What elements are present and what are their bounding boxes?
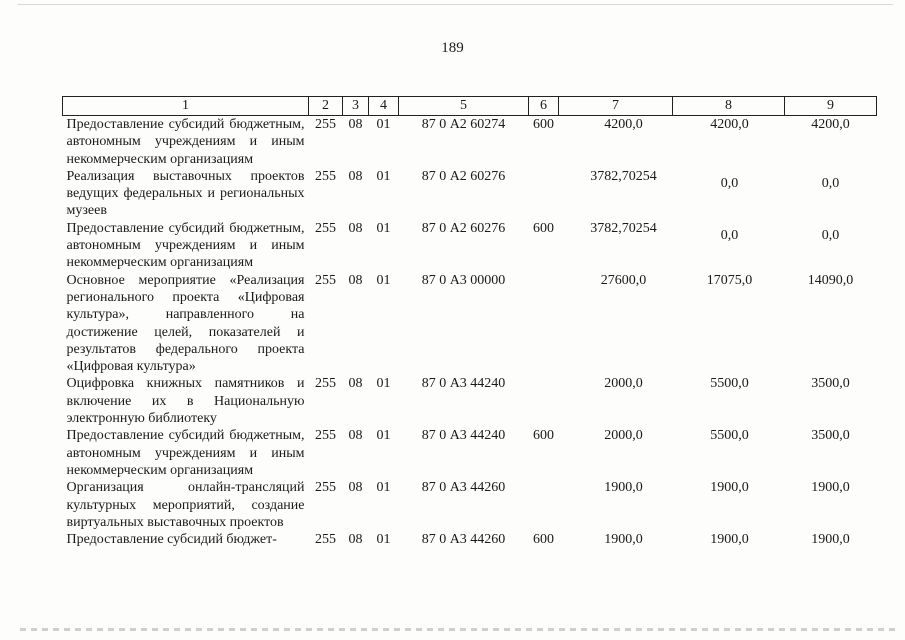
cell-ministry: 255 (315, 428, 336, 444)
cell-amount-col8: 5500,0 (710, 428, 749, 444)
row-name: Основное мероприятие «Реализация регионального проекта «Цифровая культура», направленного на достижение целей, показателей и результатов федерального проекта «Цифровая культура» (66, 272, 305, 375)
table-row (63, 272, 877, 376)
cell-section: 08 (348, 376, 363, 392)
cell-amount-col7: 2000,0 (604, 376, 643, 392)
cell-expense-type (529, 272, 559, 376)
cell-section: 08 (348, 480, 363, 496)
cell-expense-type (529, 479, 559, 531)
cell-ministry: 255 (315, 168, 336, 184)
table-row (63, 531, 877, 548)
table-row (63, 479, 877, 531)
cell-section: 08 (348, 220, 363, 236)
cell-target-article: 87 0 А2 60274 (421, 117, 506, 132)
cell-amount-col7: 1900,0 (604, 480, 643, 496)
cell-target-article: 87 0 А3 44240 (421, 376, 506, 392)
page-number: 189 (441, 40, 464, 56)
cell-target-article: 87 0 А3 44240 (421, 428, 506, 444)
header-col-8: 8 (673, 97, 785, 116)
cell-amount-col9: 1900,0 (811, 480, 850, 496)
cell-ministry: 255 (315, 532, 336, 548)
cell-amount-col7: 3782,70254 (590, 220, 657, 236)
cell-target-article: 87 0 А3 00000 (421, 272, 506, 288)
table-row (63, 220, 877, 272)
cell-amount-col8: 17075,0 (706, 272, 753, 288)
cell-section: 08 (348, 117, 363, 132)
row-name: Реализация выставочных проектов ведущих федеральных и региональных музеев (66, 168, 305, 219)
table-row (63, 375, 877, 427)
header-col-1: 1 (63, 97, 309, 116)
scan-bottom-edge (20, 628, 895, 631)
cell-expense-type: 600 (533, 532, 554, 548)
cell-ministry: 255 (315, 480, 336, 496)
scan-top-edge (18, 4, 893, 5)
cell-subsection: 01 (376, 220, 391, 236)
cell-amount-col8: 1900,0 (710, 480, 749, 496)
cell-expense-type: 600 (533, 220, 554, 236)
cell-amount-col7: 4200,0 (604, 117, 643, 132)
cell-amount-col7: 27600,0 (600, 272, 647, 288)
table-row (63, 168, 877, 220)
cell-amount-col8: 0,0 (720, 227, 739, 243)
cell-subsection: 01 (376, 376, 391, 392)
cell-target-article: 87 0 А3 44260 (421, 532, 506, 548)
row-name: Предоставление субсидий бюджетным, автономным учреждениям и иным некоммерческим организациям (66, 220, 305, 271)
cell-amount-col7: 1900,0 (604, 532, 643, 548)
cell-section: 08 (348, 428, 363, 444)
cell-subsection: 01 (376, 480, 391, 496)
cell-amount-col9: 0,0 (821, 175, 840, 191)
cell-subsection: 01 (376, 117, 391, 132)
cell-ministry: 255 (315, 117, 336, 132)
cell-section: 08 (348, 168, 363, 184)
row-name: Предоставление субсидий бюджетным, автономным учреждениям и иным некоммерческим организациям (66, 428, 305, 478)
cell-amount-col9: 3500,0 (811, 428, 850, 444)
header-col-2: 2 (309, 97, 343, 116)
cell-target-article: 87 0 А2 60276 (421, 220, 506, 236)
cell-amount-col9: 0,0 (821, 227, 840, 243)
cell-ministry: 255 (315, 220, 336, 236)
row-name: Организация онлайн-трансляций культурных мероприятий, создание виртуальных выставочных проектов (66, 480, 305, 530)
cell-subsection: 01 (376, 168, 391, 184)
header-col-3: 3 (343, 97, 369, 116)
row-name: Оцифровка книжных памятников и включение их в Национальную электронную библиотеку (66, 376, 305, 427)
header-row (63, 97, 877, 116)
cell-section: 08 (348, 272, 363, 288)
row-name: Предоставление субсидий бюджет- (66, 532, 277, 548)
cell-amount-col9: 3500,0 (811, 376, 850, 392)
cell-subsection: 01 (376, 272, 391, 288)
table-row (63, 116, 877, 168)
budget-table (62, 96, 877, 548)
cell-amount-col7: 2000,0 (604, 428, 643, 444)
header-col-9: 9 (785, 97, 877, 116)
cell-amount-col9: 14090,0 (807, 272, 854, 288)
header-col-5: 5 (399, 97, 529, 116)
cell-amount-col9: 1900,0 (811, 532, 850, 548)
cell-expense-type: 600 (533, 117, 554, 132)
cell-amount-col8: 5500,0 (710, 376, 749, 392)
cell-target-article: 87 0 А2 60276 (421, 168, 506, 184)
header-col-7: 7 (559, 97, 673, 116)
table-row (63, 427, 877, 479)
cell-expense-type (529, 168, 559, 220)
cell-amount-col8: 4200,0 (710, 117, 749, 132)
cell-amount-col8: 1900,0 (710, 532, 749, 548)
header-col-4: 4 (369, 97, 399, 116)
row-name: Предоставление субсидий бюджетным, автономным учреждениям и иным некоммерческим организациям (66, 117, 305, 167)
cell-expense-type: 600 (533, 428, 554, 444)
cell-amount-col9: 4200,0 (811, 117, 850, 132)
cell-subsection: 01 (376, 532, 391, 548)
cell-subsection: 01 (376, 428, 391, 444)
header-col-6: 6 (529, 97, 559, 116)
cell-ministry: 255 (315, 376, 336, 392)
cell-amount-col8: 0,0 (720, 175, 739, 191)
cell-section: 08 (348, 532, 363, 548)
cell-amount-col7: 3782,70254 (590, 168, 657, 184)
cell-expense-type (529, 375, 559, 427)
cell-target-article: 87 0 А3 44260 (421, 480, 506, 496)
cell-ministry: 255 (315, 272, 336, 288)
